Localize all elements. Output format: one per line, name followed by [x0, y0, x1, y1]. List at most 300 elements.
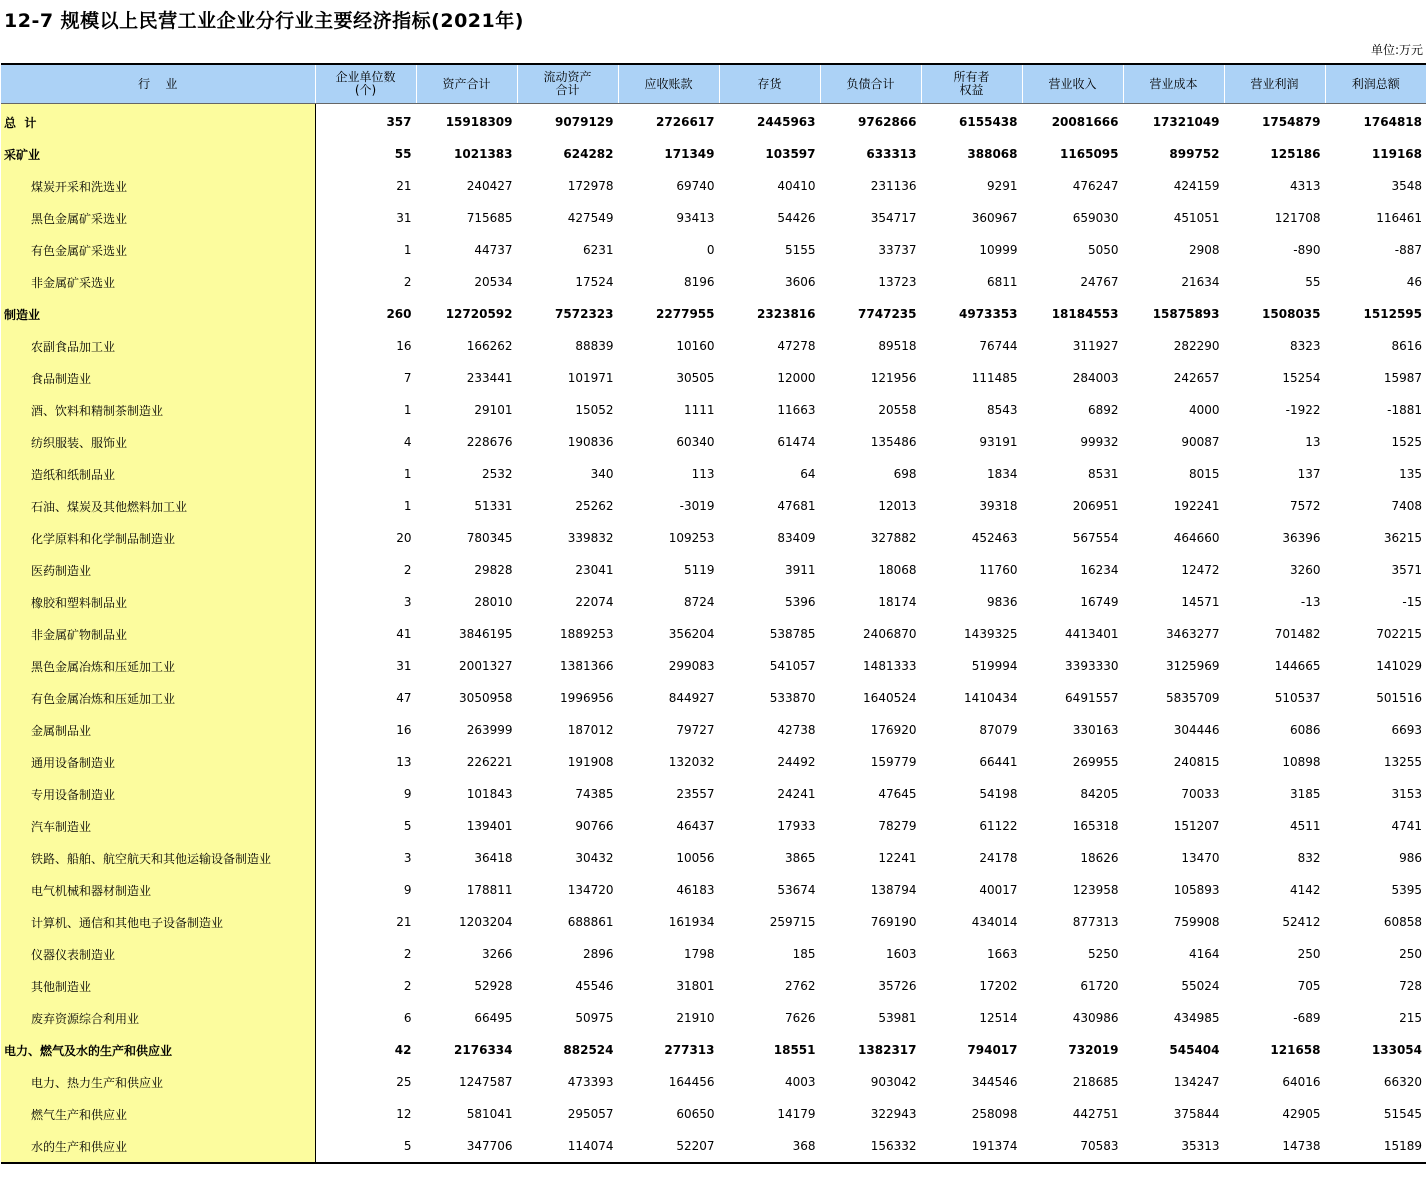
page-title: 12-7 规模以上民营工业企业分行业主要经济指标(2021年) — [4, 10, 524, 32]
value-cell: 5835709 — [1123, 682, 1224, 714]
column-header — [1123, 64, 1224, 104]
value-cell: 360967 — [921, 202, 1022, 234]
column-header-line: 营业成本 — [1149, 76, 1198, 91]
value-cell: 66495 — [416, 1002, 517, 1034]
column-header-line: 负债合计 — [846, 76, 895, 91]
value-cell: 6231 — [517, 234, 618, 266]
industry-name-cell: 铁路、船舶、航空航天和其他运输设备制造业 — [1, 842, 315, 874]
value-cell: 20534 — [416, 266, 517, 298]
value-cell: 111485 — [921, 362, 1022, 394]
value-cell: 50975 — [517, 1002, 618, 1034]
value-cell: -689 — [1224, 1002, 1325, 1034]
industry-name-cell: 水的生产和供应业 — [1, 1130, 315, 1163]
value-cell: 0 — [618, 234, 719, 266]
table-row — [1, 522, 1426, 554]
industry-name-cell: 计算机、通信和其他电子设备制造业 — [1, 906, 315, 938]
value-cell: 1508035 — [1224, 298, 1325, 330]
value-cell: 2 — [315, 266, 416, 298]
table-row — [1, 1002, 1426, 1034]
value-cell: 24178 — [921, 842, 1022, 874]
industry-name-cell: 其他制造业 — [1, 970, 315, 1002]
column-header-line: 利润总额 — [1351, 76, 1400, 91]
value-cell: 15987 — [1325, 362, 1426, 394]
value-cell: 451051 — [1123, 202, 1224, 234]
header-row — [1, 64, 1426, 104]
value-cell: 4003 — [719, 1066, 820, 1098]
value-cell: 156332 — [820, 1130, 921, 1163]
value-cell: 139401 — [416, 810, 517, 842]
value-cell: 192241 — [1123, 490, 1224, 522]
value-cell: 36215 — [1325, 522, 1426, 554]
table-row — [1, 394, 1426, 426]
value-cell: 5396 — [719, 586, 820, 618]
value-cell: 88839 — [517, 330, 618, 362]
table-row — [1, 330, 1426, 362]
value-cell: 54426 — [719, 202, 820, 234]
value-cell: 25 — [315, 1066, 416, 1098]
value-cell: 5050 — [1022, 234, 1123, 266]
value-cell: 9079129 — [517, 104, 618, 139]
value-cell: 728 — [1325, 970, 1426, 1002]
value-cell: 134247 — [1123, 1066, 1224, 1098]
value-cell: 2726617 — [618, 104, 719, 139]
value-cell: 21 — [315, 170, 416, 202]
value-cell: 116461 — [1325, 202, 1426, 234]
value-cell: 55 — [315, 138, 416, 170]
value-cell: 701482 — [1224, 618, 1325, 650]
value-cell: 832 — [1224, 842, 1325, 874]
value-cell: 3571 — [1325, 554, 1426, 586]
value-cell: 87079 — [921, 714, 1022, 746]
value-cell: 9291 — [921, 170, 1022, 202]
value-cell: 9 — [315, 874, 416, 906]
value-cell: 1381366 — [517, 650, 618, 682]
value-cell: 42738 — [719, 714, 820, 746]
value-cell: 2896 — [517, 938, 618, 970]
value-cell: 206951 — [1022, 490, 1123, 522]
unit-label: 单位:万元 — [1370, 43, 1423, 57]
value-cell: 1410434 — [921, 682, 1022, 714]
value-cell: 16749 — [1022, 586, 1123, 618]
value-cell: 78279 — [820, 810, 921, 842]
value-cell: 30505 — [618, 362, 719, 394]
value-cell: 36418 — [416, 842, 517, 874]
value-cell: 541057 — [719, 650, 820, 682]
value-cell: 340 — [517, 458, 618, 490]
industry-name-cell: 制造业 — [1, 298, 315, 330]
value-cell: 4000 — [1123, 394, 1224, 426]
value-cell: 109253 — [618, 522, 719, 554]
value-cell: 299083 — [618, 650, 719, 682]
value-cell: 1754879 — [1224, 104, 1325, 139]
value-cell: 4164 — [1123, 938, 1224, 970]
industry-name-cell: 橡胶和塑料制品业 — [1, 586, 315, 618]
value-cell: 103597 — [719, 138, 820, 170]
value-cell: 121956 — [820, 362, 921, 394]
value-cell: 986 — [1325, 842, 1426, 874]
column-header — [618, 64, 719, 104]
value-cell: 36396 — [1224, 522, 1325, 554]
value-cell: 70033 — [1123, 778, 1224, 810]
value-cell: 16 — [315, 714, 416, 746]
value-cell: 6811 — [921, 266, 1022, 298]
value-cell: 8323 — [1224, 330, 1325, 362]
value-cell: 903042 — [820, 1066, 921, 1098]
value-cell: 2176334 — [416, 1034, 517, 1066]
industry-name-cell: 煤炭开采和洗选业 — [1, 170, 315, 202]
value-cell: 93413 — [618, 202, 719, 234]
value-cell: 3260 — [1224, 554, 1325, 586]
value-cell: 6155438 — [921, 104, 1022, 139]
value-cell: 45546 — [517, 970, 618, 1002]
value-cell: 46183 — [618, 874, 719, 906]
industry-name-cell: 化学原料和化学制品制造业 — [1, 522, 315, 554]
value-cell: 23041 — [517, 554, 618, 586]
industry-name-cell: 食品制造业 — [1, 362, 315, 394]
industry-name-cell: 非金属矿采选业 — [1, 266, 315, 298]
value-cell: 159779 — [820, 746, 921, 778]
value-cell: 1525 — [1325, 426, 1426, 458]
column-header-line: 合计 — [555, 83, 580, 97]
value-cell: 7626 — [719, 1002, 820, 1034]
column-header-line: 应收账款 — [644, 76, 693, 91]
value-cell: 1889253 — [517, 618, 618, 650]
value-cell: 242657 — [1123, 362, 1224, 394]
value-cell: 93191 — [921, 426, 1022, 458]
value-cell: 538785 — [719, 618, 820, 650]
value-cell: 3 — [315, 842, 416, 874]
table-row — [1, 618, 1426, 650]
value-cell: 166262 — [416, 330, 517, 362]
value-cell: 5155 — [719, 234, 820, 266]
industry-name-cell: 采矿业 — [1, 138, 315, 170]
value-cell: 567554 — [1022, 522, 1123, 554]
value-cell: 105893 — [1123, 874, 1224, 906]
table-row — [1, 970, 1426, 1002]
value-cell: 125186 — [1224, 138, 1325, 170]
value-cell: 4973353 — [921, 298, 1022, 330]
value-cell: 17321049 — [1123, 104, 1224, 139]
value-cell: 191374 — [921, 1130, 1022, 1163]
industry-name-cell: 农副食品加工业 — [1, 330, 315, 362]
value-cell: 330163 — [1022, 714, 1123, 746]
value-cell: 633313 — [820, 138, 921, 170]
value-cell: 1382317 — [820, 1034, 921, 1066]
value-cell: 2908 — [1123, 234, 1224, 266]
value-cell: 304446 — [1123, 714, 1224, 746]
value-cell: 3911 — [719, 554, 820, 586]
value-cell: 1 — [315, 490, 416, 522]
value-cell: 1 — [315, 394, 416, 426]
value-cell: 295057 — [517, 1098, 618, 1130]
value-cell: 3050958 — [416, 682, 517, 714]
value-cell: 69740 — [618, 170, 719, 202]
value-cell: 133054 — [1325, 1034, 1426, 1066]
value-cell: 501516 — [1325, 682, 1426, 714]
value-cell: 581041 — [416, 1098, 517, 1130]
value-cell: 263999 — [416, 714, 517, 746]
value-cell: 90766 — [517, 810, 618, 842]
industry-name-cell: 总 计 — [1, 104, 315, 139]
value-cell: 5 — [315, 810, 416, 842]
value-cell: 33737 — [820, 234, 921, 266]
value-cell: 3846195 — [416, 618, 517, 650]
value-cell: 113 — [618, 458, 719, 490]
value-cell: 135 — [1325, 458, 1426, 490]
value-cell: 794017 — [921, 1034, 1022, 1066]
value-cell: 347706 — [416, 1130, 517, 1163]
value-cell: 1996956 — [517, 682, 618, 714]
industry-name-cell: 电力、热力生产和供应业 — [1, 1066, 315, 1098]
column-header-line: 营业利润 — [1250, 76, 1299, 91]
value-cell: 60650 — [618, 1098, 719, 1130]
value-cell: 226221 — [416, 746, 517, 778]
value-cell: 31 — [315, 202, 416, 234]
value-cell: 12241 — [820, 842, 921, 874]
value-cell: 12 — [315, 1098, 416, 1130]
value-cell: 12720592 — [416, 298, 517, 330]
value-cell: 368 — [719, 1130, 820, 1163]
value-cell: 15052 — [517, 394, 618, 426]
value-cell: 233441 — [416, 362, 517, 394]
column-header-line: (个) — [354, 83, 377, 97]
value-cell: 2 — [315, 554, 416, 586]
industry-name-cell: 有色金属矿采选业 — [1, 234, 315, 266]
value-cell: 46437 — [618, 810, 719, 842]
value-cell: 322943 — [820, 1098, 921, 1130]
value-cell: 388068 — [921, 138, 1022, 170]
industry-name-cell: 通用设备制造业 — [1, 746, 315, 778]
table-row — [1, 202, 1426, 234]
value-cell: 1798 — [618, 938, 719, 970]
value-cell: 10160 — [618, 330, 719, 362]
value-cell: 8616 — [1325, 330, 1426, 362]
value-cell: 13723 — [820, 266, 921, 298]
value-cell: 101971 — [517, 362, 618, 394]
value-cell: 134720 — [517, 874, 618, 906]
value-cell: 11663 — [719, 394, 820, 426]
value-cell: 16234 — [1022, 554, 1123, 586]
value-cell: 6693 — [1325, 714, 1426, 746]
value-cell: 18174 — [820, 586, 921, 618]
value-cell: 30432 — [517, 842, 618, 874]
value-cell: 14738 — [1224, 1130, 1325, 1163]
table-row — [1, 874, 1426, 906]
value-cell: 1512595 — [1325, 298, 1426, 330]
value-cell: 6086 — [1224, 714, 1325, 746]
value-cell: -3019 — [618, 490, 719, 522]
value-cell: 1481333 — [820, 650, 921, 682]
value-cell: 240815 — [1123, 746, 1224, 778]
value-cell: 31801 — [618, 970, 719, 1002]
value-cell: 46 — [1325, 266, 1426, 298]
value-cell: 52412 — [1224, 906, 1325, 938]
value-cell: 14179 — [719, 1098, 820, 1130]
value-cell: 121658 — [1224, 1034, 1325, 1066]
table-row — [1, 490, 1426, 522]
value-cell: 215 — [1325, 1002, 1426, 1034]
table-row — [1, 810, 1426, 842]
value-cell: 3266 — [416, 938, 517, 970]
table-row — [1, 104, 1426, 139]
value-cell: 1021383 — [416, 138, 517, 170]
table-row — [1, 234, 1426, 266]
table-row — [1, 1098, 1426, 1130]
value-cell: 533870 — [719, 682, 820, 714]
column-header-line: 存货 — [757, 76, 782, 91]
industry-name-cell: 有色金属冶炼和压延加工业 — [1, 682, 315, 714]
table-row — [1, 746, 1426, 778]
table-row — [1, 586, 1426, 618]
value-cell: 1764818 — [1325, 104, 1426, 139]
value-cell: 7747235 — [820, 298, 921, 330]
value-cell: 55 — [1224, 266, 1325, 298]
value-cell: 7408 — [1325, 490, 1426, 522]
value-cell: 47645 — [820, 778, 921, 810]
header-industry: 行 业 — [1, 64, 315, 104]
value-cell: 344546 — [921, 1066, 1022, 1098]
column-header — [820, 64, 921, 104]
value-cell: 83409 — [719, 522, 820, 554]
value-cell: 29101 — [416, 394, 517, 426]
column-header — [1022, 64, 1123, 104]
value-cell: 66441 — [921, 746, 1022, 778]
value-cell: 29828 — [416, 554, 517, 586]
value-cell: 327882 — [820, 522, 921, 554]
value-cell: 354717 — [820, 202, 921, 234]
column-header — [719, 64, 820, 104]
value-cell: 20081666 — [1022, 104, 1123, 139]
value-cell: 3548 — [1325, 170, 1426, 202]
value-cell: 23557 — [618, 778, 719, 810]
value-cell: 17202 — [921, 970, 1022, 1002]
value-cell: 3153 — [1325, 778, 1426, 810]
value-cell: -15 — [1325, 586, 1426, 618]
value-cell: 144665 — [1224, 650, 1325, 682]
value-cell: 260 — [315, 298, 416, 330]
value-cell: 8196 — [618, 266, 719, 298]
value-cell: 178811 — [416, 874, 517, 906]
value-cell: 137 — [1224, 458, 1325, 490]
column-header-line: 营业收入 — [1048, 76, 1097, 91]
value-cell: 12514 — [921, 1002, 1022, 1034]
value-cell: 13255 — [1325, 746, 1426, 778]
value-cell: -1922 — [1224, 394, 1325, 426]
value-cell: 187012 — [517, 714, 618, 746]
table-body — [1, 104, 1426, 1164]
table-row — [1, 266, 1426, 298]
value-cell: 2 — [315, 938, 416, 970]
value-cell: 17524 — [517, 266, 618, 298]
industry-name-cell: 电气机械和器材制造业 — [1, 874, 315, 906]
value-cell: 9 — [315, 778, 416, 810]
industry-name-cell: 专用设备制造业 — [1, 778, 315, 810]
value-cell: 191908 — [517, 746, 618, 778]
value-cell: 10056 — [618, 842, 719, 874]
industry-name-cell: 汽车制造业 — [1, 810, 315, 842]
value-cell: 1603 — [820, 938, 921, 970]
value-cell: 9762866 — [820, 104, 921, 139]
value-cell: 22074 — [517, 586, 618, 618]
value-cell: 284003 — [1022, 362, 1123, 394]
value-cell: 624282 — [517, 138, 618, 170]
value-cell: 4413401 — [1022, 618, 1123, 650]
value-cell: 74385 — [517, 778, 618, 810]
table-row — [1, 778, 1426, 810]
value-cell: 13 — [315, 746, 416, 778]
value-cell: 12000 — [719, 362, 820, 394]
value-cell: 123958 — [1022, 874, 1123, 906]
value-cell: 427549 — [517, 202, 618, 234]
value-cell: 218685 — [1022, 1066, 1123, 1098]
value-cell: 41 — [315, 618, 416, 650]
value-cell: 176920 — [820, 714, 921, 746]
value-cell: 7572323 — [517, 298, 618, 330]
table-row — [1, 682, 1426, 714]
value-cell: 61720 — [1022, 970, 1123, 1002]
value-cell: 3125969 — [1123, 650, 1224, 682]
column-header — [921, 64, 1022, 104]
value-cell: 42905 — [1224, 1098, 1325, 1130]
value-cell: 21634 — [1123, 266, 1224, 298]
value-cell: 151207 — [1123, 810, 1224, 842]
value-cell: 164456 — [618, 1066, 719, 1098]
industry-name-cell: 黑色金属矿采选业 — [1, 202, 315, 234]
value-cell: 89518 — [820, 330, 921, 362]
value-cell: 4313 — [1224, 170, 1325, 202]
value-cell: 1439325 — [921, 618, 1022, 650]
value-cell: 13470 — [1123, 842, 1224, 874]
value-cell: 39318 — [921, 490, 1022, 522]
value-cell: -887 — [1325, 234, 1426, 266]
value-cell: 47278 — [719, 330, 820, 362]
value-cell: 24492 — [719, 746, 820, 778]
value-cell: 464660 — [1123, 522, 1224, 554]
value-cell: 688861 — [517, 906, 618, 938]
value-cell: 375844 — [1123, 1098, 1224, 1130]
value-cell: 2323816 — [719, 298, 820, 330]
value-cell: 21910 — [618, 1002, 719, 1034]
value-cell: 2001327 — [416, 650, 517, 682]
column-header — [416, 64, 517, 104]
value-cell: 1663 — [921, 938, 1022, 970]
value-cell: 357 — [315, 104, 416, 139]
value-cell: 545404 — [1123, 1034, 1224, 1066]
value-cell: 473393 — [517, 1066, 618, 1098]
value-cell: 7 — [315, 362, 416, 394]
value-cell: 702215 — [1325, 618, 1426, 650]
table-row — [1, 362, 1426, 394]
table-row — [1, 458, 1426, 490]
value-cell: 258098 — [921, 1098, 1022, 1130]
value-cell: 250 — [1325, 938, 1426, 970]
value-cell: 60340 — [618, 426, 719, 458]
value-cell: 1111 — [618, 394, 719, 426]
table-row — [1, 938, 1426, 970]
value-cell: 3865 — [719, 842, 820, 874]
value-cell: 424159 — [1123, 170, 1224, 202]
value-cell: 3393330 — [1022, 650, 1123, 682]
value-cell: 24241 — [719, 778, 820, 810]
value-cell: 25262 — [517, 490, 618, 522]
value-cell: 165318 — [1022, 810, 1123, 842]
column-header — [1224, 64, 1325, 104]
value-cell: 510537 — [1224, 682, 1325, 714]
value-cell: 18068 — [820, 554, 921, 586]
industry-name-cell: 废弃资源综合利用业 — [1, 1002, 315, 1034]
value-cell: 7572 — [1224, 490, 1325, 522]
value-cell: 51331 — [416, 490, 517, 522]
